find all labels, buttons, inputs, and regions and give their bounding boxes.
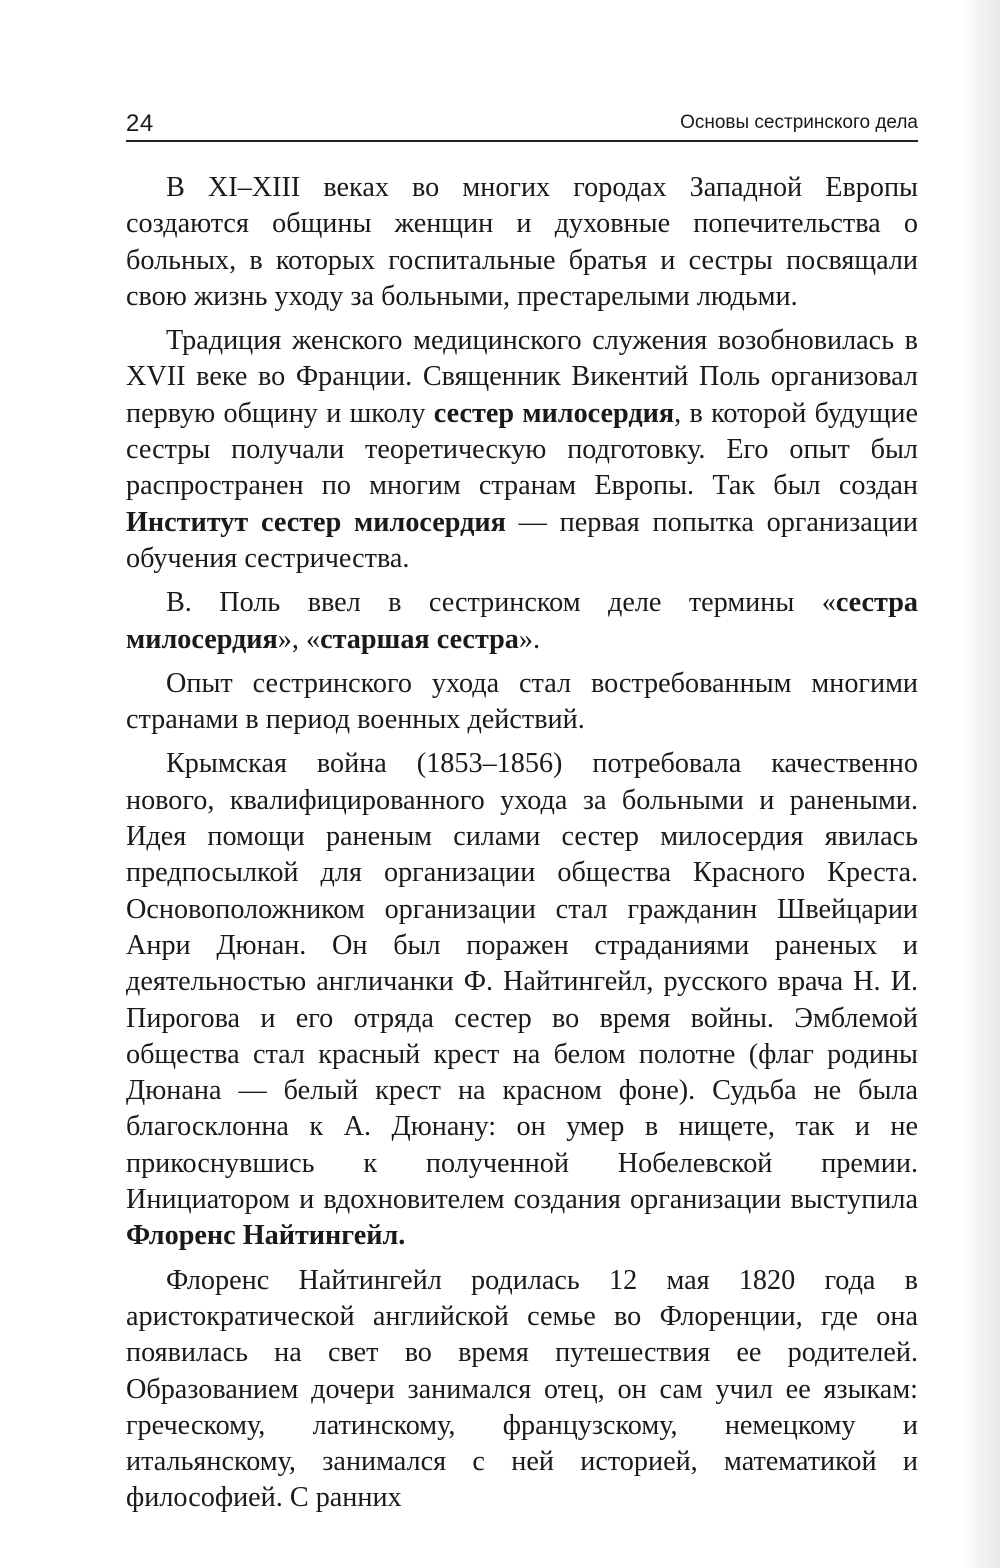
paragraph-6: Флоренс Найтингейл родилась 12 мая 1820 года в аристократической английской семье во Флоренции, где она появилась на свет во время путешествия ее родителей. Образованием дочери занимался отец, он сам учил ее языкам: греческому, латинскому, французскому, немецкому и итальянскому, занимался с ней историей, математикой и философией. С ранних — [126, 1264, 918, 1514]
paragraph-1: В XI–XIII веках во многих городах Западной Европы создаются общины женщин и духовные попечительства о больных, в которых госпитальные братья и сестры посвящали свою жизнь уходу за больными, престарелыми людьми. — [126, 172, 918, 312]
body-text — [126, 170, 918, 1525]
page-number: 24 — [126, 110, 154, 137]
page-edge-shadow — [962, 0, 1000, 1568]
bold-term: сестра милосердия — [126, 587, 918, 655]
bold-term: Флоренс Найтингейл. — [126, 1220, 406, 1252]
paragraph-4: Опыт сестринского ухода стал востребованным многими странами в период военных действий. — [126, 667, 918, 736]
bold-term: старшая сестра — [320, 623, 519, 655]
paragraph-2: Традиция женского медицинского служения возобновилась в XVII веке во Франции. Священник Викентий Поль организовал первую общину и школу сестер милосердия, в которой будущие сестры получали теоретическую подготовку. Его опыт был распространен по многим странам Европы. Так был создан Институт сестер милосердия — первая попытка организации обучения сестричества. — [126, 325, 919, 574]
page-header — [126, 104, 918, 142]
paragraph-3: В. Поль ввел в сестринском деле термины «сестра милосердия», «старшая сестра». — [126, 587, 918, 655]
bold-term: Институт сестер милосердия — [126, 506, 506, 538]
bold-term: сестер милосердия — [433, 397, 675, 429]
paragraph-5: Крымская война (1853–1856) потребовала качественно нового, квалифицированного ухода за больными и ранеными. Идея помощи раненым силами сестер милосердия явилась предпосылкой для организации общества Красного Креста. Основоположником организации стал гражданин Швейцарии Анри Дюнан. Он был поражен страданиями раненых и деятельностью англичанки Ф. Найтингейл, русского врача Н. И. Пирогова и его отряда сестер во время войны. Эмблемой общества стал красный крест на белом полотне (флаг родины Дюнана — белый крест на красном фоне). Судьба не была благосклонна к А. Дюнану: он умер в нищете, так и не прикоснувшись к полученной Нобелевской премии. Инициатором и вдохновителем создания организации выступила Флоренс Найтингейл. — [126, 748, 918, 1252]
running-title: Основы сестринского дела — [680, 112, 918, 133]
